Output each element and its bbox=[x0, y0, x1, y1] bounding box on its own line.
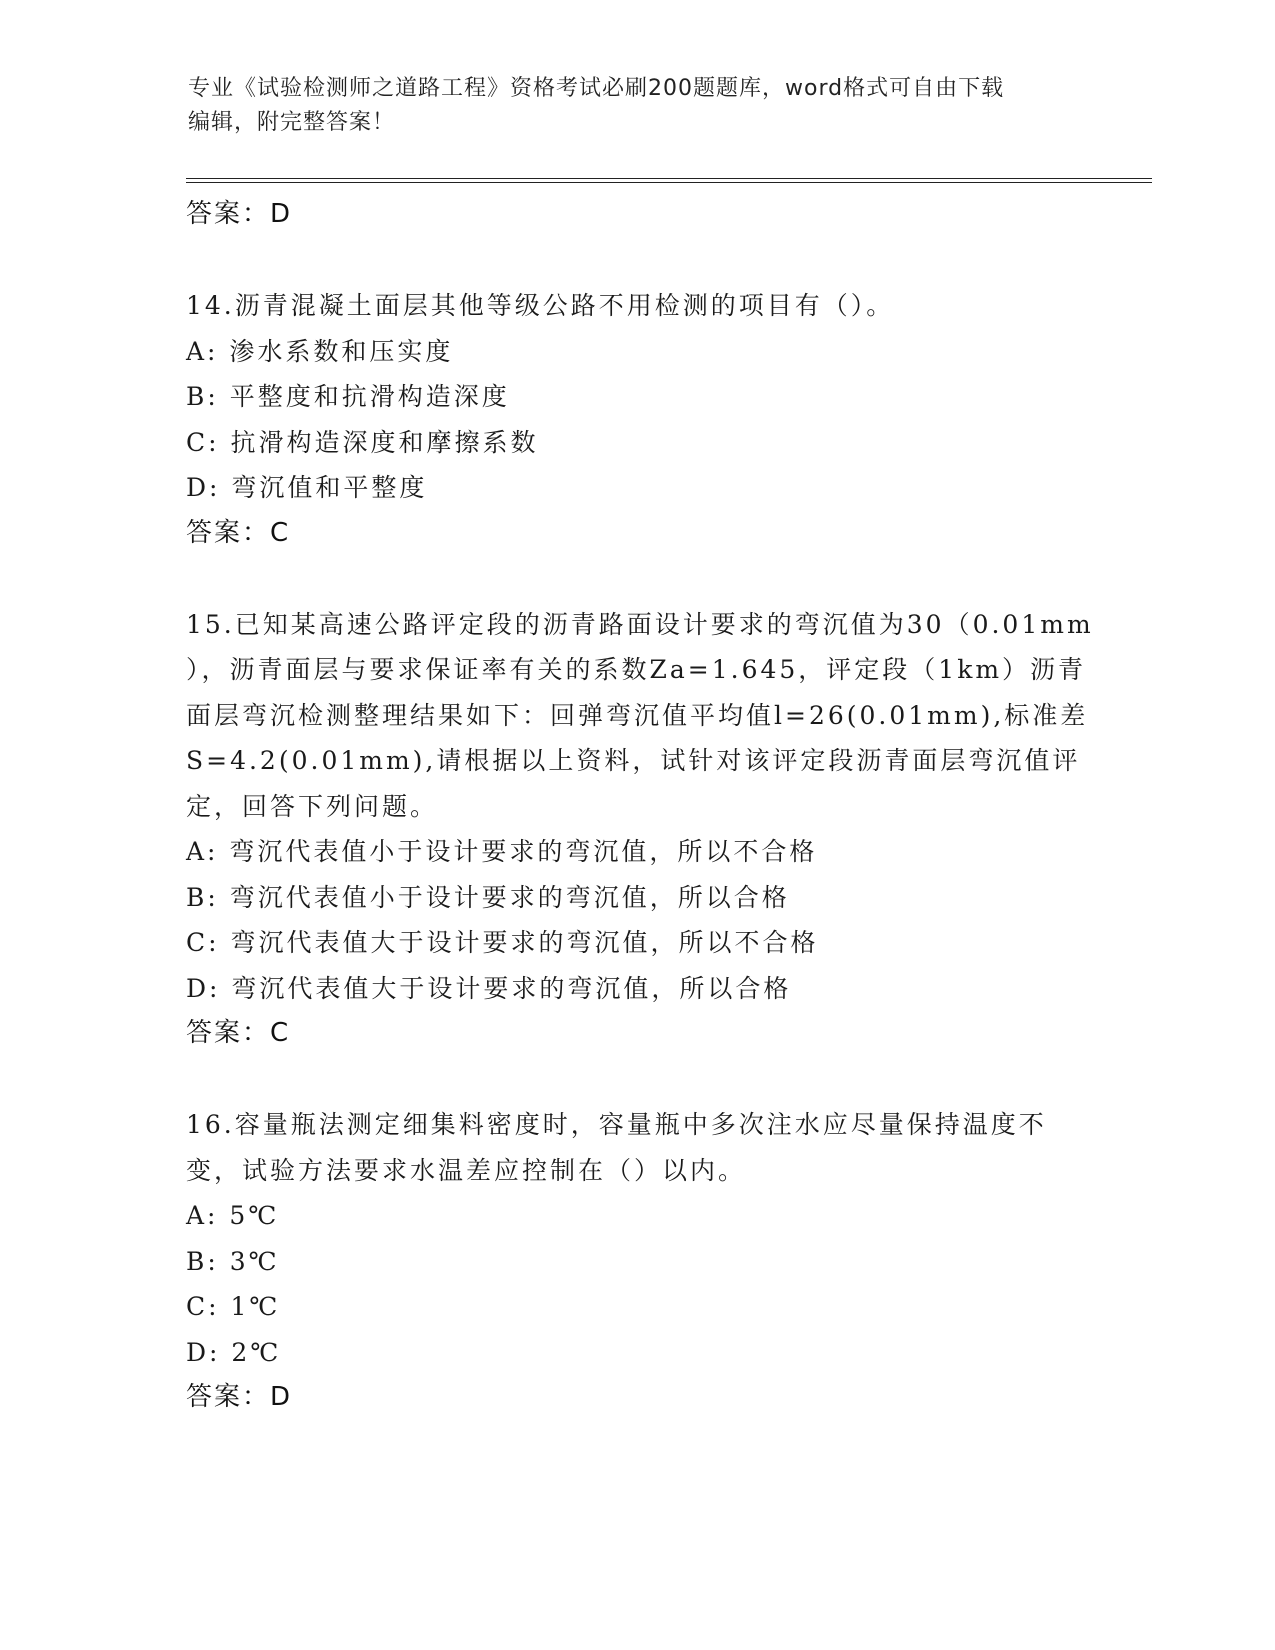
document-body bbox=[186, 192, 1094, 1420]
option-d: D: 2℃ bbox=[186, 1337, 282, 1367]
question-stem-line: 定，回答下列问题。 bbox=[186, 791, 439, 821]
option-c: C: 抗滑构造深度和摩擦系数 bbox=[186, 427, 539, 457]
question-stem-line: S=4.2(0.01mm),请根据以上资料，试针对该评定段沥青面层弯沉值评 bbox=[186, 746, 1081, 775]
option-b: B: 3℃ bbox=[186, 1246, 280, 1276]
question-stem-line: 15.已知某高速公路评定段的沥青路面设计要求的弯沉值为30（0.01mm bbox=[186, 609, 1094, 639]
option-a: A: 5℃ bbox=[186, 1201, 280, 1230]
question-stem-line: ），沥青面层与要求保证率有关的系数Za=1.645，评定段（1km）沥青 bbox=[186, 655, 1087, 684]
option-b: B: 平整度和抗滑构造深度 bbox=[186, 382, 510, 411]
header-line-1: 专业《试验检测师之道路工程》资格考试必刷200题题库，word格式可自由下载 bbox=[188, 76, 1005, 101]
answer-label: 答案：D bbox=[186, 1382, 293, 1412]
option-c: C: 1℃ bbox=[186, 1292, 281, 1321]
header-line-2: 编辑，附完整答案！ bbox=[188, 110, 396, 135]
spacer bbox=[186, 1056, 1086, 1102]
spacer bbox=[186, 237, 1086, 283]
question-stem-line: 16.容量瓶法测定细集料密度时，容量瓶中多次注水应尽量保持温度不 bbox=[186, 1110, 1047, 1139]
answer-label: 答案：C bbox=[186, 517, 291, 548]
question-block-15 bbox=[186, 602, 1094, 1057]
option-d: D: 弯沉值和平整度 bbox=[186, 473, 428, 502]
option-a: A: 弯沉代表值小于设计要求的弯沉值，所以不合格 bbox=[186, 837, 818, 866]
question-block-16 bbox=[186, 1102, 1086, 1420]
question-stem-line: 14.沥青混凝土面层其他等级公路不用检测的项目有（）。 bbox=[186, 291, 895, 320]
answer-label: 答案：C bbox=[186, 1018, 291, 1048]
spacer bbox=[186, 556, 1086, 602]
option-b: B: 弯沉代表值小于设计要求的弯沉值，所以合格 bbox=[186, 882, 790, 912]
question-stem-line: 变，试验方法要求水温差应控制在（）以内。 bbox=[186, 1155, 747, 1185]
option-d: D: 弯沉代表值大于设计要求的弯沉值，所以合格 bbox=[186, 973, 792, 1003]
header-divider bbox=[186, 178, 1152, 183]
question-stem-line: 面层弯沉检测整理结果如下：回弹弯沉值平均值l=26(0.01mm),标准差 bbox=[186, 700, 1089, 730]
question-block-14 bbox=[186, 283, 1086, 556]
previous-answer: 答案：D bbox=[186, 199, 293, 229]
option-c: C: 弯沉代表值大于设计要求的弯沉值，所以不合格 bbox=[186, 928, 819, 957]
option-a: A: 渗水系数和压实度 bbox=[186, 336, 454, 366]
document-header bbox=[188, 72, 1078, 140]
